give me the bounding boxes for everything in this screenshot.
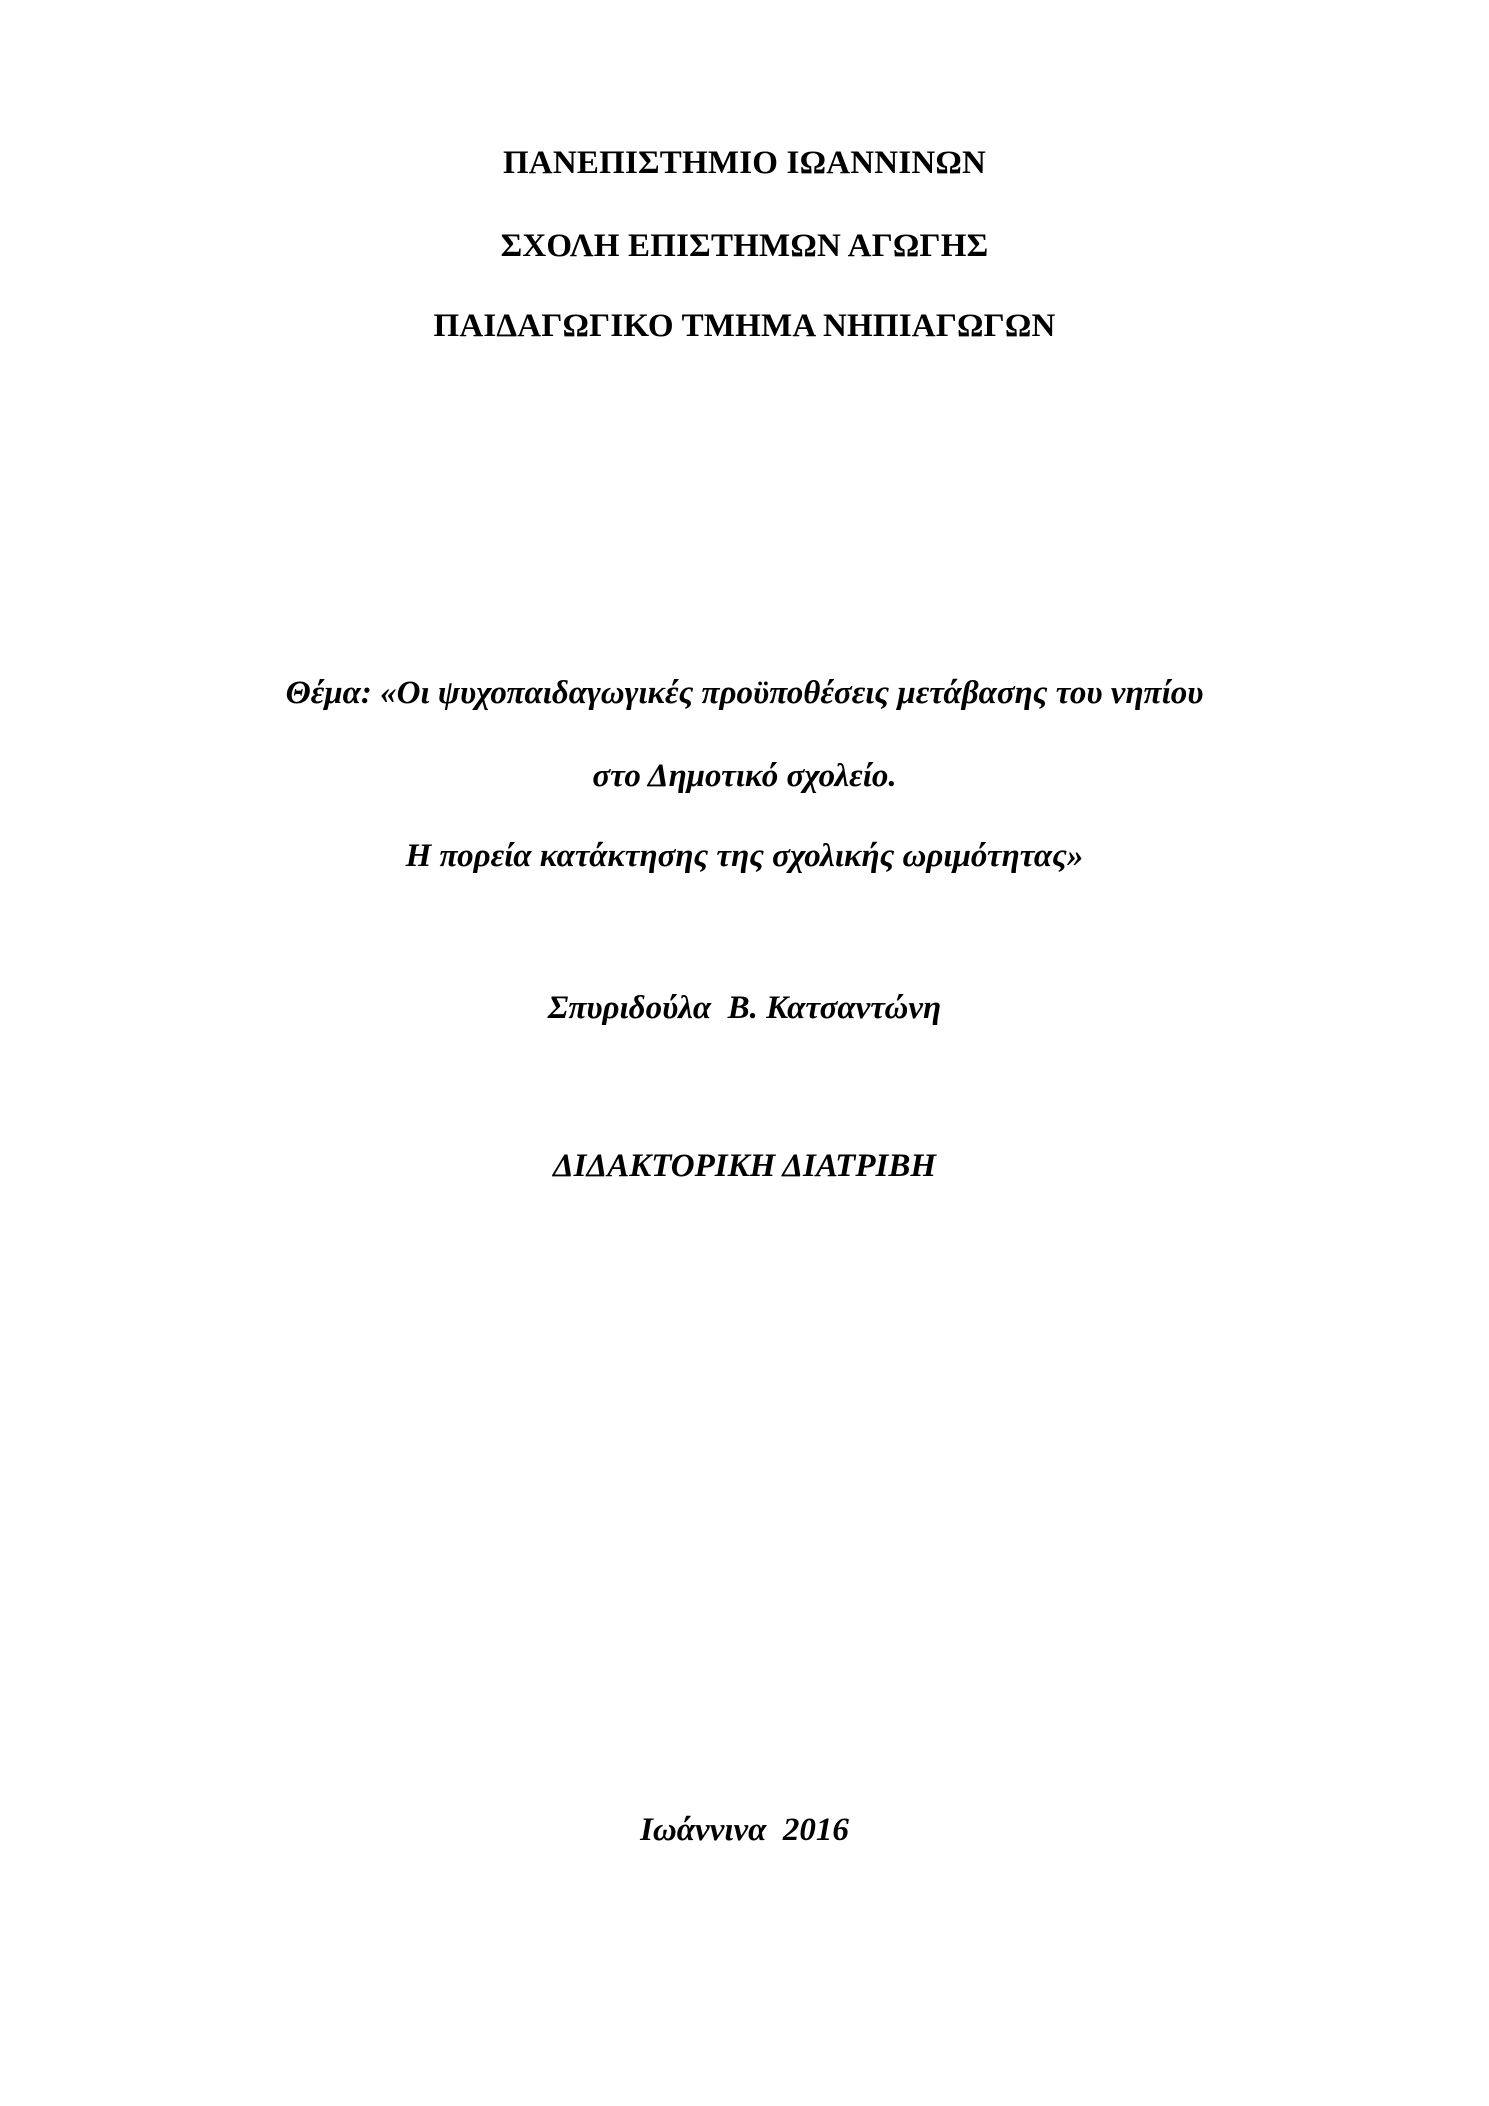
school-name: ΣΧΟΛΗ ΕΠΙΣΤΗΜΩΝ ΑΓΩΓΗΣ bbox=[500, 228, 989, 264]
topic-line-3: Η πορεία κατάκτησης της σχολικής ωριμότητας» bbox=[405, 838, 1084, 874]
university-name: ΠΑΝΕΠΙΣΤΗΜΙΟ ΙΩΑΝΝΙΝΩΝ bbox=[502, 145, 987, 181]
place-and-year: Ιωάννινα 2016 bbox=[640, 1812, 849, 1848]
topic-line-2: στο Δημοτικό σχολείο. bbox=[592, 758, 897, 794]
topic-line-1: Θέμα: «Οι ψυχοπαιδαγωγικές προϋποθέσεις μετάβασης του νηπίου bbox=[285, 675, 1204, 711]
document-type: ΔΙΔΑΚΤΟΡΙΚΗ ΔΙΑΤΡΙΒΗ bbox=[552, 1148, 936, 1184]
department-name: ΠΑΙΔΑΓΩΓΙΚΟ ΤΜΗΜΑ ΝΗΠΙΑΓΩΓΩΝ bbox=[433, 308, 1056, 344]
author-name: Σπυριδούλα Β. Κατσαντώνη bbox=[547, 990, 942, 1026]
